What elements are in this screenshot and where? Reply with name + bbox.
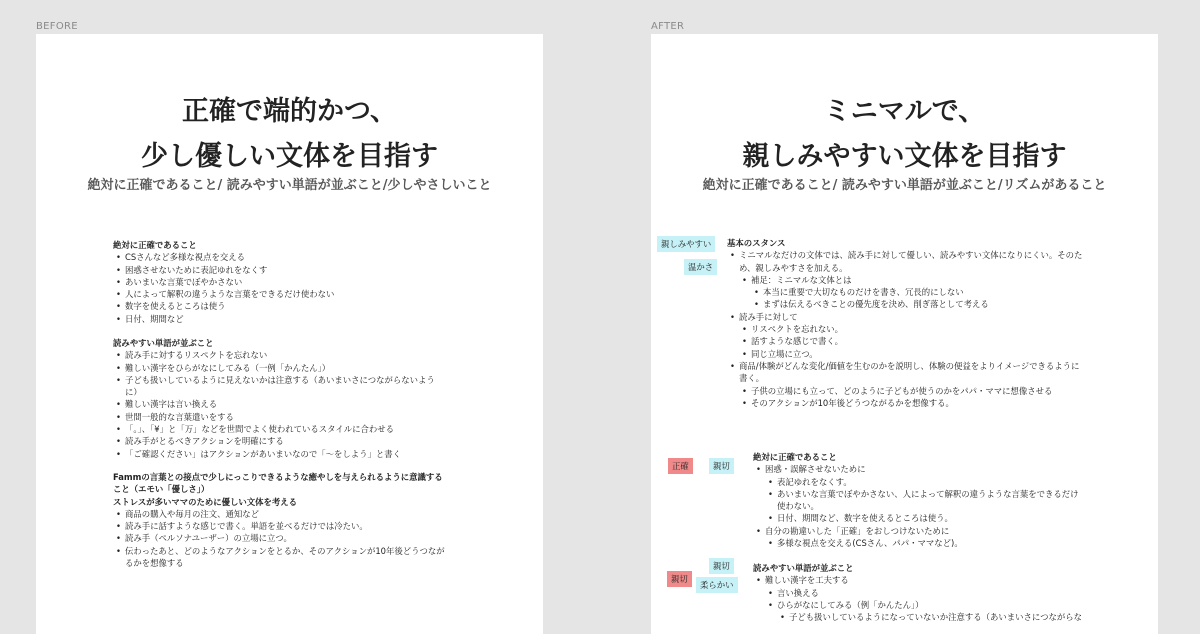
bullet-list bbox=[113, 349, 453, 460]
list-item: • CSさんなど多様な視点を交える bbox=[113, 251, 453, 263]
list-item: • 表記ゆれをなくす。 bbox=[753, 476, 1093, 488]
list-item: • ひらがなにしてみる（例「かんたん」） bbox=[753, 599, 1093, 611]
list-item: • まずは伝えるべきことの優先度を決め、削ぎ落として考える bbox=[727, 298, 1087, 310]
section-stance bbox=[727, 237, 1087, 409]
list-item: • あいまいな言葉でぼやかさない、人によって解釈の違うような言葉をできるだけ bbox=[753, 488, 1093, 500]
title-line: 親しみやすい文体を目指す bbox=[742, 141, 1067, 172]
section-heading: 読みやすい単語が並ぶこと bbox=[753, 563, 854, 573]
page-title bbox=[651, 92, 1158, 177]
list-item: • 話すような感じで書く。 bbox=[727, 335, 1087, 347]
list-item: • 読み手に話すような感じで書く。単語を並べるだけでは冷たい。 bbox=[113, 520, 458, 532]
bullet-list bbox=[727, 249, 1087, 409]
bullet-list bbox=[113, 251, 453, 325]
page-subtitle: 絶対に正確であること/ 読みやすい単語が並ぶこと/リズムがあること bbox=[702, 178, 1107, 193]
list-item: • 伝わったあと、どのようなアクションをとるか、そのアクションが10年後どうつなが bbox=[113, 545, 458, 557]
list-item: • 「。」、「¥」と「万」などを世間でよく使われているスタイルに合わせる bbox=[113, 423, 453, 435]
list-item: • 本当に重要で大切なものだけを書き、冗長的にしない bbox=[727, 286, 1087, 298]
list-item: • 難しい漢字を工夫する bbox=[753, 574, 1093, 586]
list-item: • 商品の購入や毎月の注文、通知など bbox=[113, 508, 458, 520]
after-frame[interactable] bbox=[651, 34, 1158, 634]
tag-seikaku: 正確 bbox=[668, 458, 693, 474]
list-item-continuation: 書く。 bbox=[739, 373, 764, 384]
section-heading: ストレスが多いママのために優しい文体を考える bbox=[113, 496, 297, 507]
section-accuracy bbox=[113, 239, 453, 325]
list-item: • 困惑・誤解させないために bbox=[753, 463, 1093, 475]
list-item: • 同じ立場に立つ。 bbox=[727, 348, 1087, 360]
list-item-continuation-text: 使わない。 bbox=[777, 501, 819, 512]
page-subtitle: 絶対に正確であること/ 読みやすい単語が並ぶこと/少しやさしいこと bbox=[87, 178, 492, 193]
list-item: • 読み手（ペルソナユーザー）の立場に立つ。 bbox=[113, 532, 458, 544]
list-item: • 困惑させないために表記ゆれをなくす bbox=[113, 264, 453, 276]
list-item: • 読み手に対して bbox=[727, 311, 1087, 323]
bullet-list bbox=[113, 508, 458, 569]
list-item: • 数字を使えるところは使う bbox=[113, 300, 453, 312]
page-title bbox=[36, 92, 543, 177]
section-readability bbox=[113, 337, 453, 460]
list-item: • 子ども扱いしているように見えないかは注意する（あいまいさにつながらないよう bbox=[113, 374, 453, 386]
bullet-list bbox=[753, 574, 1093, 623]
list-item: • 多様な視点を交える(CSさん、パパ・ママなど)。 bbox=[753, 537, 1093, 549]
list-item: • 商品/体験がどんな変化/価値を生むのかを説明し、体験の便益をよりイメージできるように bbox=[727, 360, 1087, 372]
list-item: • そのアクションが10年後どうつながるかを想像する。 bbox=[727, 397, 1087, 409]
list-item: • 世間一般的な言葉遣いをする bbox=[113, 411, 453, 423]
title-line: 正確で端的かつ、 bbox=[182, 96, 397, 127]
list-item: • あいまいな言葉でぼやかさない bbox=[113, 276, 453, 288]
list-item-continuation bbox=[753, 500, 1093, 512]
list-item: • 言い換える bbox=[753, 587, 1093, 599]
tag-shinsetsu: 親切 bbox=[709, 458, 734, 474]
title-line: 少し優しい文体を目指す bbox=[141, 141, 438, 172]
section-heading: こと（エモい「優しさ」） bbox=[113, 484, 210, 495]
list-item-continuation: に） bbox=[125, 387, 142, 398]
section-heading: Fammの言葉との接点で少しにっこりできるような癒やしを与えられるように意識する bbox=[113, 472, 443, 482]
section-heading: 基本のスタンス bbox=[727, 238, 786, 248]
list-item: • 読み手がとるべきアクションを明確にする bbox=[113, 435, 453, 447]
tag-shitashimi: 親しみやすい bbox=[657, 236, 715, 252]
frame-label-after: AFTER bbox=[651, 21, 685, 32]
tag-atatakasa: 温かさ bbox=[684, 259, 717, 275]
list-item: • 難しい漢字は言い換える bbox=[113, 398, 453, 410]
section-accuracy bbox=[753, 451, 1093, 549]
frame-label-before: BEFORE bbox=[36, 21, 78, 32]
tag-shinsetsu: 親切 bbox=[709, 558, 734, 574]
section-kindness bbox=[113, 471, 458, 569]
section-heading: 絶対に正確であること bbox=[113, 240, 197, 250]
list-item: • 子供の立場にも立って、どのように子どもが使うのかをパパ・ママに想像させる bbox=[727, 385, 1087, 397]
list-item: • 日付、期間など、数字を使えるところは使う。 bbox=[753, 512, 1093, 524]
section-readability bbox=[753, 562, 1093, 623]
list-item: • 自分の勘違いした「正確」をおしつけないために bbox=[753, 525, 1093, 537]
section-heading: 絶対に正確であること bbox=[753, 452, 837, 462]
tag-shinsetsu-red: 親切 bbox=[667, 571, 692, 587]
list-item: • 人によって解釈の違うような言葉をできるだけ使わない bbox=[113, 288, 453, 300]
list-item: • リスペクトを忘れない。 bbox=[727, 323, 1087, 335]
list-item: • 難しい漢字をひらがなにしてみる（一例「かんたん」） bbox=[113, 362, 453, 374]
bullet-list bbox=[753, 463, 1093, 549]
before-frame[interactable] bbox=[36, 34, 543, 634]
list-item: • 「ご確認ください」はアクションがあいまいなので「〜をしよう」と書く bbox=[113, 448, 453, 460]
list-item: • ミニマルなだけの文体では、読み手に対して優しい、読みやすい文体になりにくい。そのた bbox=[727, 249, 1087, 261]
list-item: • 補足：ミニマルな文体とは bbox=[727, 274, 1087, 286]
title-line: ミニマルで、 bbox=[823, 96, 986, 127]
list-item-continuation: るかを想像する bbox=[125, 558, 184, 569]
section-heading: 読みやすい単語が並ぶこと bbox=[113, 338, 214, 348]
list-item: • 子ども扱いしているようになっていないか注意する（あいまいさにつながらな bbox=[753, 611, 1093, 623]
list-item: • 日付、期間など bbox=[113, 313, 453, 325]
list-item: • 読み手に対するリスペクトを忘れない bbox=[113, 349, 453, 361]
list-item-continuation: め、親しみやすさを加える。 bbox=[739, 262, 848, 273]
tag-yawarakai: 柔らかい bbox=[696, 577, 738, 593]
